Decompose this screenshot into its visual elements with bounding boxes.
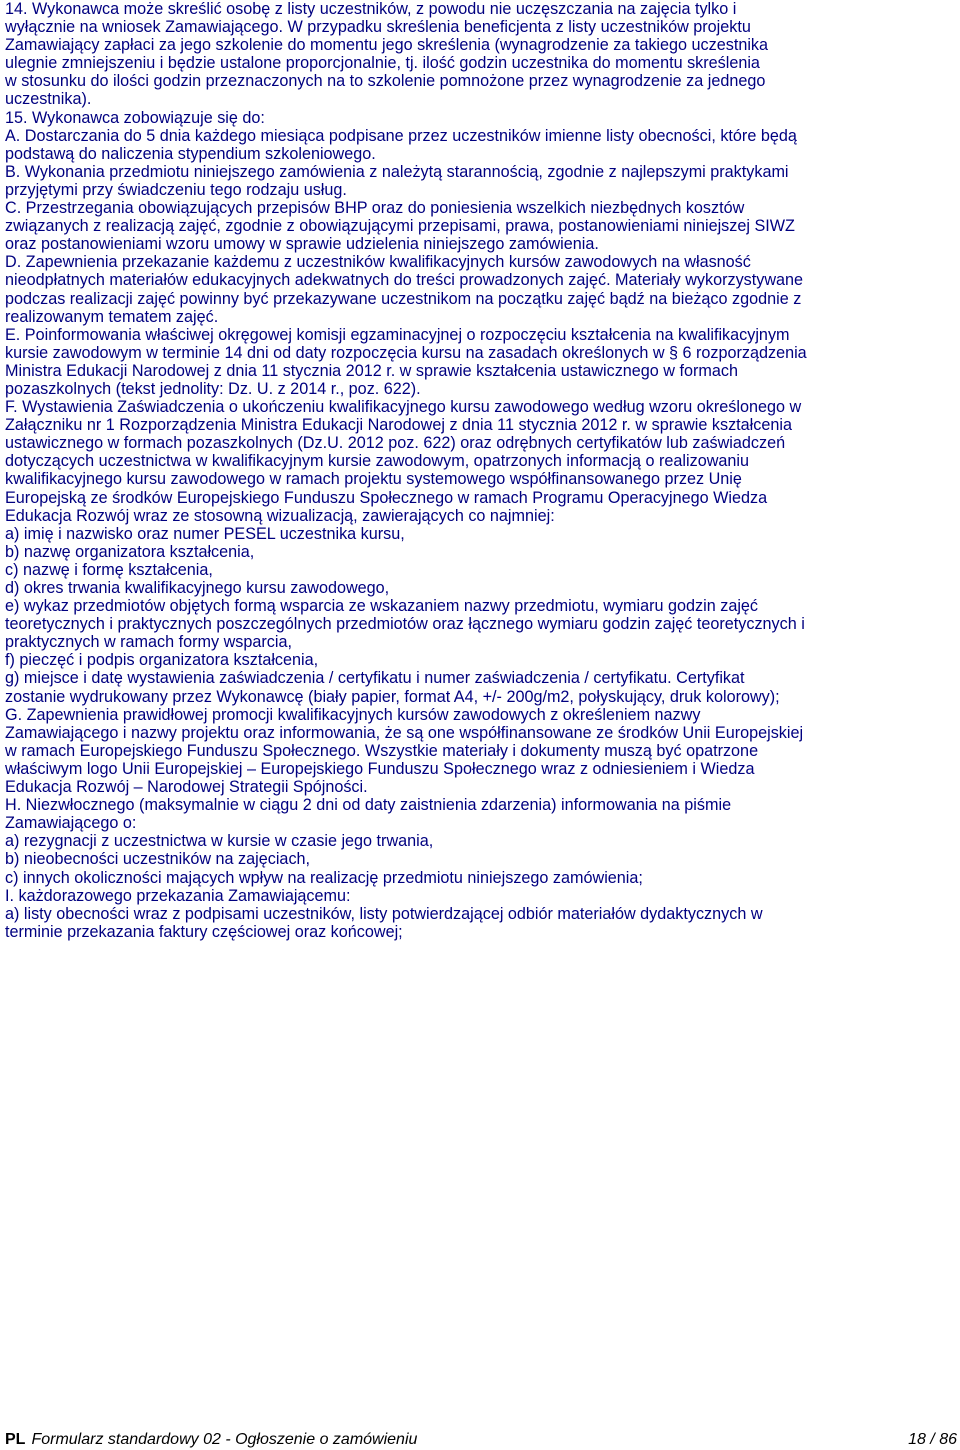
section-heading: 15. Wykonawca zobowiązuje się do: (5, 108, 265, 127)
text-line: dotyczących uczestnictwa w kwalifikacyjnym kursie zawodowym, opatrzonych informacją o realizowaniu (5, 452, 750, 471)
text-line: Edukacja Rozwój wraz ze stosowną wizualizacją, zawierających co najmniej: (5, 506, 555, 525)
list-item: b) nieobecności uczestników na zajęciach, (5, 850, 311, 869)
document-body (5, 0, 955, 941)
text-line: związanych z realizacją zajęć, zgodnie z obowiązującymi przepisami, prawa, postanowieniami niniejszej SIWZ (5, 217, 795, 236)
text-line: Europejską ze środków Europejskiego Funduszu Społecznego w ramach Programu Operacyjnego Wiedza (5, 488, 768, 507)
text-line: ulegnie zmniejszeniu i będzie ustalone proporcjonalnie, tj. ilość godzin uczestnika do momentu skreślenia (5, 54, 760, 73)
text-line: nieodpłatnych materiałów edukacyjnych adekwatnych do treści prowadzonych zajęć. Materiały wykorzystywane (5, 271, 804, 290)
text-line: realizowanym tematem zajęć. (5, 307, 219, 326)
list-item: f) pieczęć i podpis organizatora kształcenia, (5, 651, 319, 670)
text-line: I. każdorazowego przekazania Zamawiającemu: (5, 886, 351, 905)
text-line: kursie zawodowym w terminie 14 dni od daty rozpoczęcia kursu na zasadach określonych w § 6 rozporządzenia (5, 343, 807, 362)
text-line: właściwym logo Unii Europejskiej – Europejskiego Funduszu Społecznego wraz z odniesieniem i Wiedza (5, 759, 755, 778)
text-line: podstawą do naliczenia stypendium szkoleniowego. (5, 144, 376, 163)
footer-form-title: Formularz standardowy 02 - Ogłoszenie o zamówieniu (31, 1431, 418, 1448)
text-line: C. Przestrzegania obowiązujących przepisów BHP oraz do poniesienia wszelkich niezbędnych kosztów (5, 199, 745, 218)
page-footer (5, 1430, 957, 1450)
footer-language: PL (5, 1431, 26, 1448)
text-line: E. Poinformowania właściwej okręgowej komisji egzaminacyjnej o rozpoczęciu kształcenia na kwalifikacyjnym (5, 325, 790, 344)
text-line: teoretycznych i praktycznych poszczególnych przedmiotów oraz łącznego wymiaru godzin zajęć teoretycznych i (5, 615, 805, 634)
text-line: w ramach Europejskiego Funduszu Społecznego. Wszystkie materiały i dokumenty muszą być opatrzone (5, 741, 759, 760)
text-line: zostanie wydrukowany przez Wykonawcę (biały papier, format A4, +/- 200g/m2, połyskujący, druk kolorowy); (5, 687, 780, 706)
list-item: a) listy obecności wraz z podpisami uczestników, listy potwierdzającej odbiór materiałów dydaktycznych w (5, 904, 763, 923)
text-line: Zamawiającego i nazwy projektu oraz informowania, że są one współfinansowane ze środków Unii Europejskiej (5, 723, 804, 742)
text-line: G. Zapewnienia prawidłowej promocji kwalifikacyjnych kursów zawodowych z określeniem nazwy (5, 705, 701, 724)
text-line: praktycznych w ramach formy wsparcia, (5, 633, 292, 652)
text-line: Ministra Edukacji Narodowej z dnia 11 stycznia 2012 r. w sprawie kształcenia ustawicznego w formach (5, 361, 738, 380)
text-line: wyłącznie na wniosek Zamawiającego. W przypadku skreślenia beneficjenta z listy uczestników projektu (5, 18, 751, 37)
text-line: w stosunku do ilości godzin przeznaczonych na to szkolenie pomnożone przez wynagrodzenie za jednego (5, 72, 766, 91)
list-item: b) nazwę organizatora kształcenia, (5, 542, 255, 561)
text-line: ustawicznego w formach pozaszkolnych (Dz.U. 2012 poz. 622) oraz odrębnych certyfikatów lub zaświadczeń (5, 434, 786, 453)
text-line: H. Niezwłocznego (maksymalnie w ciągu 2 dni od daty zaistnienia zdarzenia) informowania na piśmie (5, 796, 732, 815)
text-line: Zamawiającego o: (5, 814, 137, 833)
text-line: oraz postanowieniami wzoru umowy w sprawie udzielenia niniejszego zamówienia. (5, 235, 599, 254)
list-item: a) imię i nazwisko oraz numer PESEL uczestnika kursu, (5, 524, 405, 543)
text-line: pozaszkolnych (tekst jednolity: Dz. U. z 2014 r., poz. 622). (5, 379, 421, 398)
text-line: przyjętymi przy świadczeniu tego rodzaju usług. (5, 180, 347, 199)
text-line: F. Wystawienia Zaświadczenia o ukończeniu kwalifikacyjnego kursu zawodowego według wzoru określonego w (5, 398, 802, 417)
text-line: D. Zapewnienia przekazanie każdemu z uczestników kwalifikacyjnych kursów zawodowych na własność (5, 253, 751, 272)
list-item: c) innych okoliczności mających wpływ na realizację przedmiotu niniejszego zamówienia; (5, 868, 643, 887)
footer-page-number: 18 / 86 (908, 1431, 957, 1448)
text-line: Edukacja Rozwój – Narodowej Strategii Spójności. (5, 778, 368, 797)
list-item: e) wykaz przedmiotów objętych formą wsparcia ze wskazaniem nazwy przedmiotu, wymiaru godzin zajęć (5, 597, 759, 616)
text-line: terminie przekazania faktury częściowej oraz końcowej; (5, 922, 403, 941)
list-item: g) miejsce i datę wystawienia zaświadczenia / certyfikatu i numer zaświadczenia / certyfikatu. Certyfikat (5, 669, 745, 688)
text-line: Załączniku nr 1 Rozporządzenia Ministra Edukacji Narodowej z dnia 11 stycznia 2012 r. w sprawie kształcenia (5, 416, 792, 435)
text-line: 14. Wykonawca może skreślić osobę z listy uczestników, z powodu nie uczęszczania na zajęcia tylko i (5, 0, 737, 18)
text-line: Zamawiający zapłaci za jego szkolenie do momentu jego skreślenia (wynagrodzenie za takiego uczestnika (5, 36, 769, 55)
text-line: uczestnika). (5, 90, 92, 109)
list-item: d) okres trwania kwalifikacyjnego kursu zawodowego, (5, 579, 390, 597)
text-line: B. Wykonania przedmiotu niniejszego zamówienia z należytą starannością, zgodnie z najlepszymi praktykami (5, 162, 789, 181)
list-item: c) nazwę i formę kształcenia, (5, 560, 213, 579)
text-line: A. Dostarczania do 5 dnia każdego miesiąca podpisane przez uczestników imienne listy obecności, które będą (5, 126, 797, 145)
text-line: kwalifikacyjnego kursu zawodowego w ramach projektu systemowego współfinansowanego przez Unię (5, 470, 742, 489)
text-line: podczas realizacji zajęć powinny być przekazywane uczestnikom na początku zajęć bądź na bieżąco zgodnie z (5, 289, 802, 308)
list-item: a) rezygnacji z uczestnictwa w kursie w czasie jego trwania, (5, 832, 434, 851)
